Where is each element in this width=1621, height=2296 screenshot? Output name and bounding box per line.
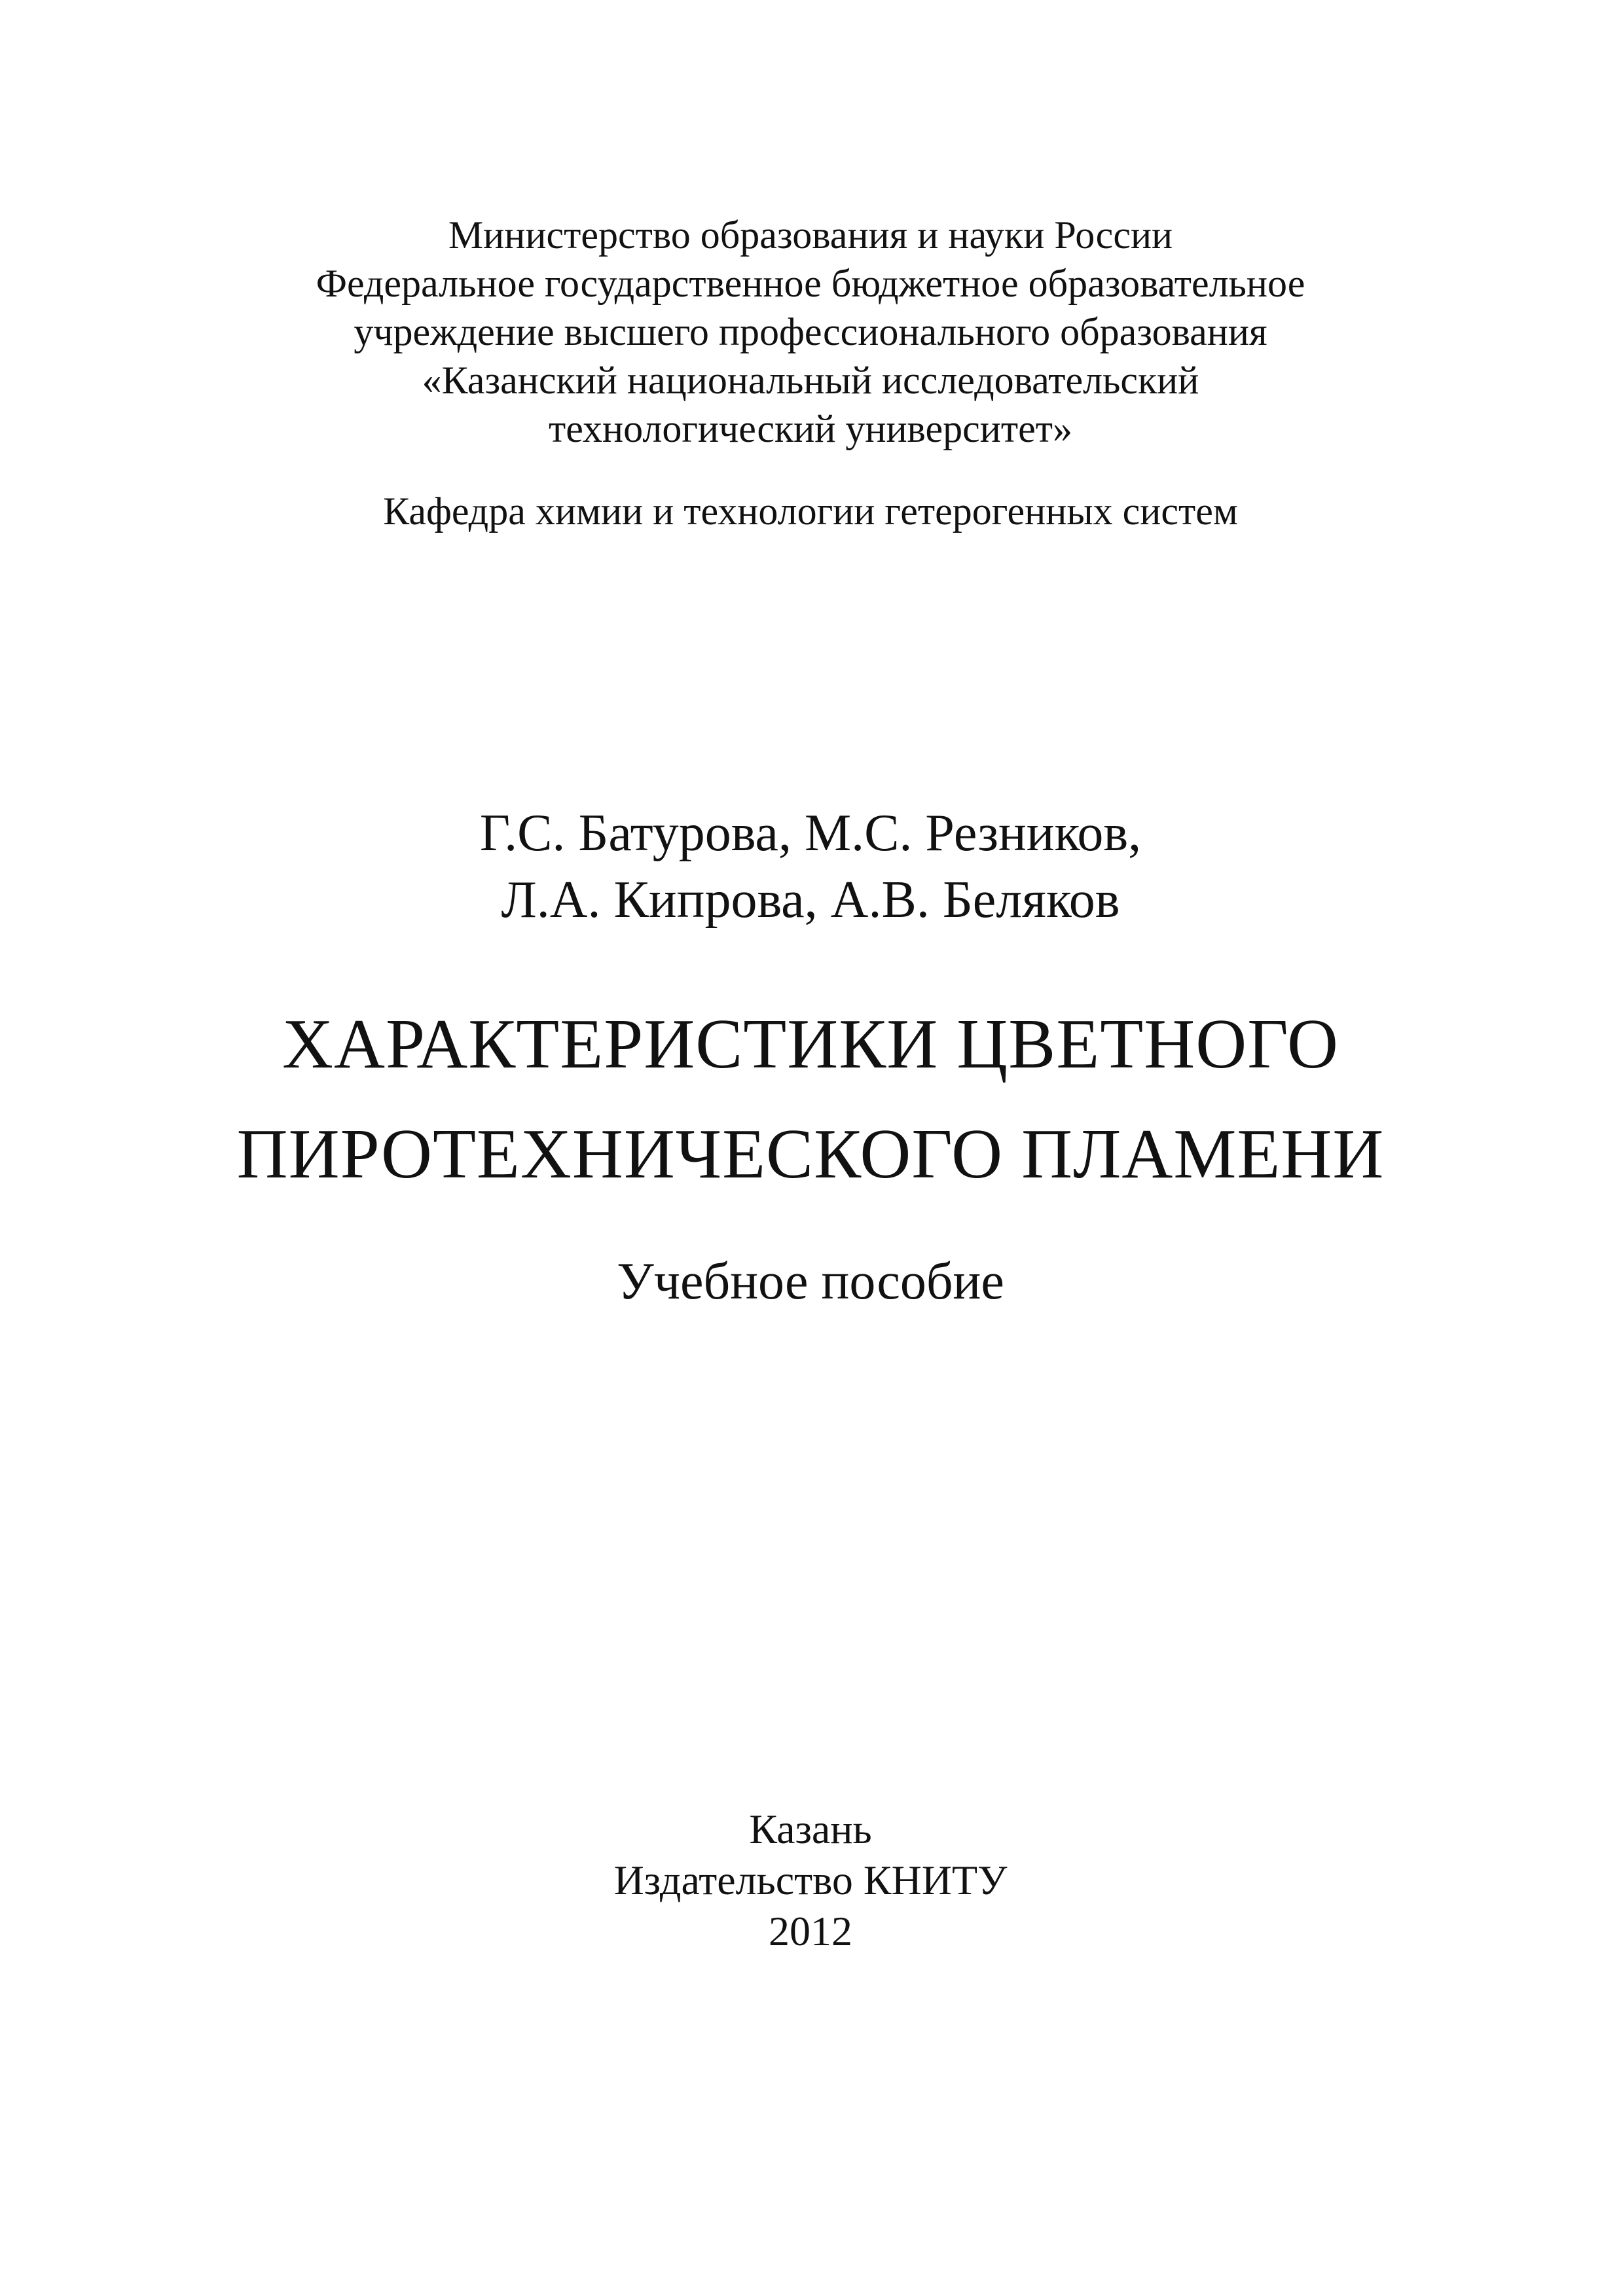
title-line-1: ХАРАКТЕРИСТИКИ ЦВЕТНОГО: [282, 1005, 1339, 1083]
book-title: [0, 990, 1621, 1210]
institution-line-3: учреждение высшего профессионального образования: [354, 310, 1267, 353]
institution-line-2: Федеральное государственное бюджетное образовательное: [316, 262, 1305, 305]
ministry-line: Министерство образования и науки России: [448, 213, 1173, 257]
university-name-line-1: «Казанский национальный исследовательский: [422, 359, 1199, 402]
imprint: [0, 1804, 1621, 1957]
subtitle-line: Учебное пособие: [617, 1253, 1004, 1310]
imprint-city: Казань: [749, 1806, 872, 1852]
imprint-year: 2012: [769, 1908, 852, 1954]
university-name-line-2: технологический университет»: [549, 407, 1072, 450]
imprint-publisher: Издательство КНИТУ: [613, 1857, 1008, 1903]
department-name: [0, 487, 1621, 535]
authors-line-2: Л.А. Кипрова, А.В. Беляков: [501, 871, 1120, 929]
institution-header: [0, 211, 1621, 453]
book-subtitle: [0, 1249, 1621, 1314]
department-line: Кафедра химии и технологии гетерогенных систем: [383, 490, 1238, 533]
authors: [0, 800, 1621, 933]
title-line-2: ПИРОТЕХНИЧЕСКОГО ПЛАМЕНИ: [236, 1115, 1385, 1193]
authors-line-1: Г.С. Батурова, М.С. Резников,: [479, 804, 1142, 862]
